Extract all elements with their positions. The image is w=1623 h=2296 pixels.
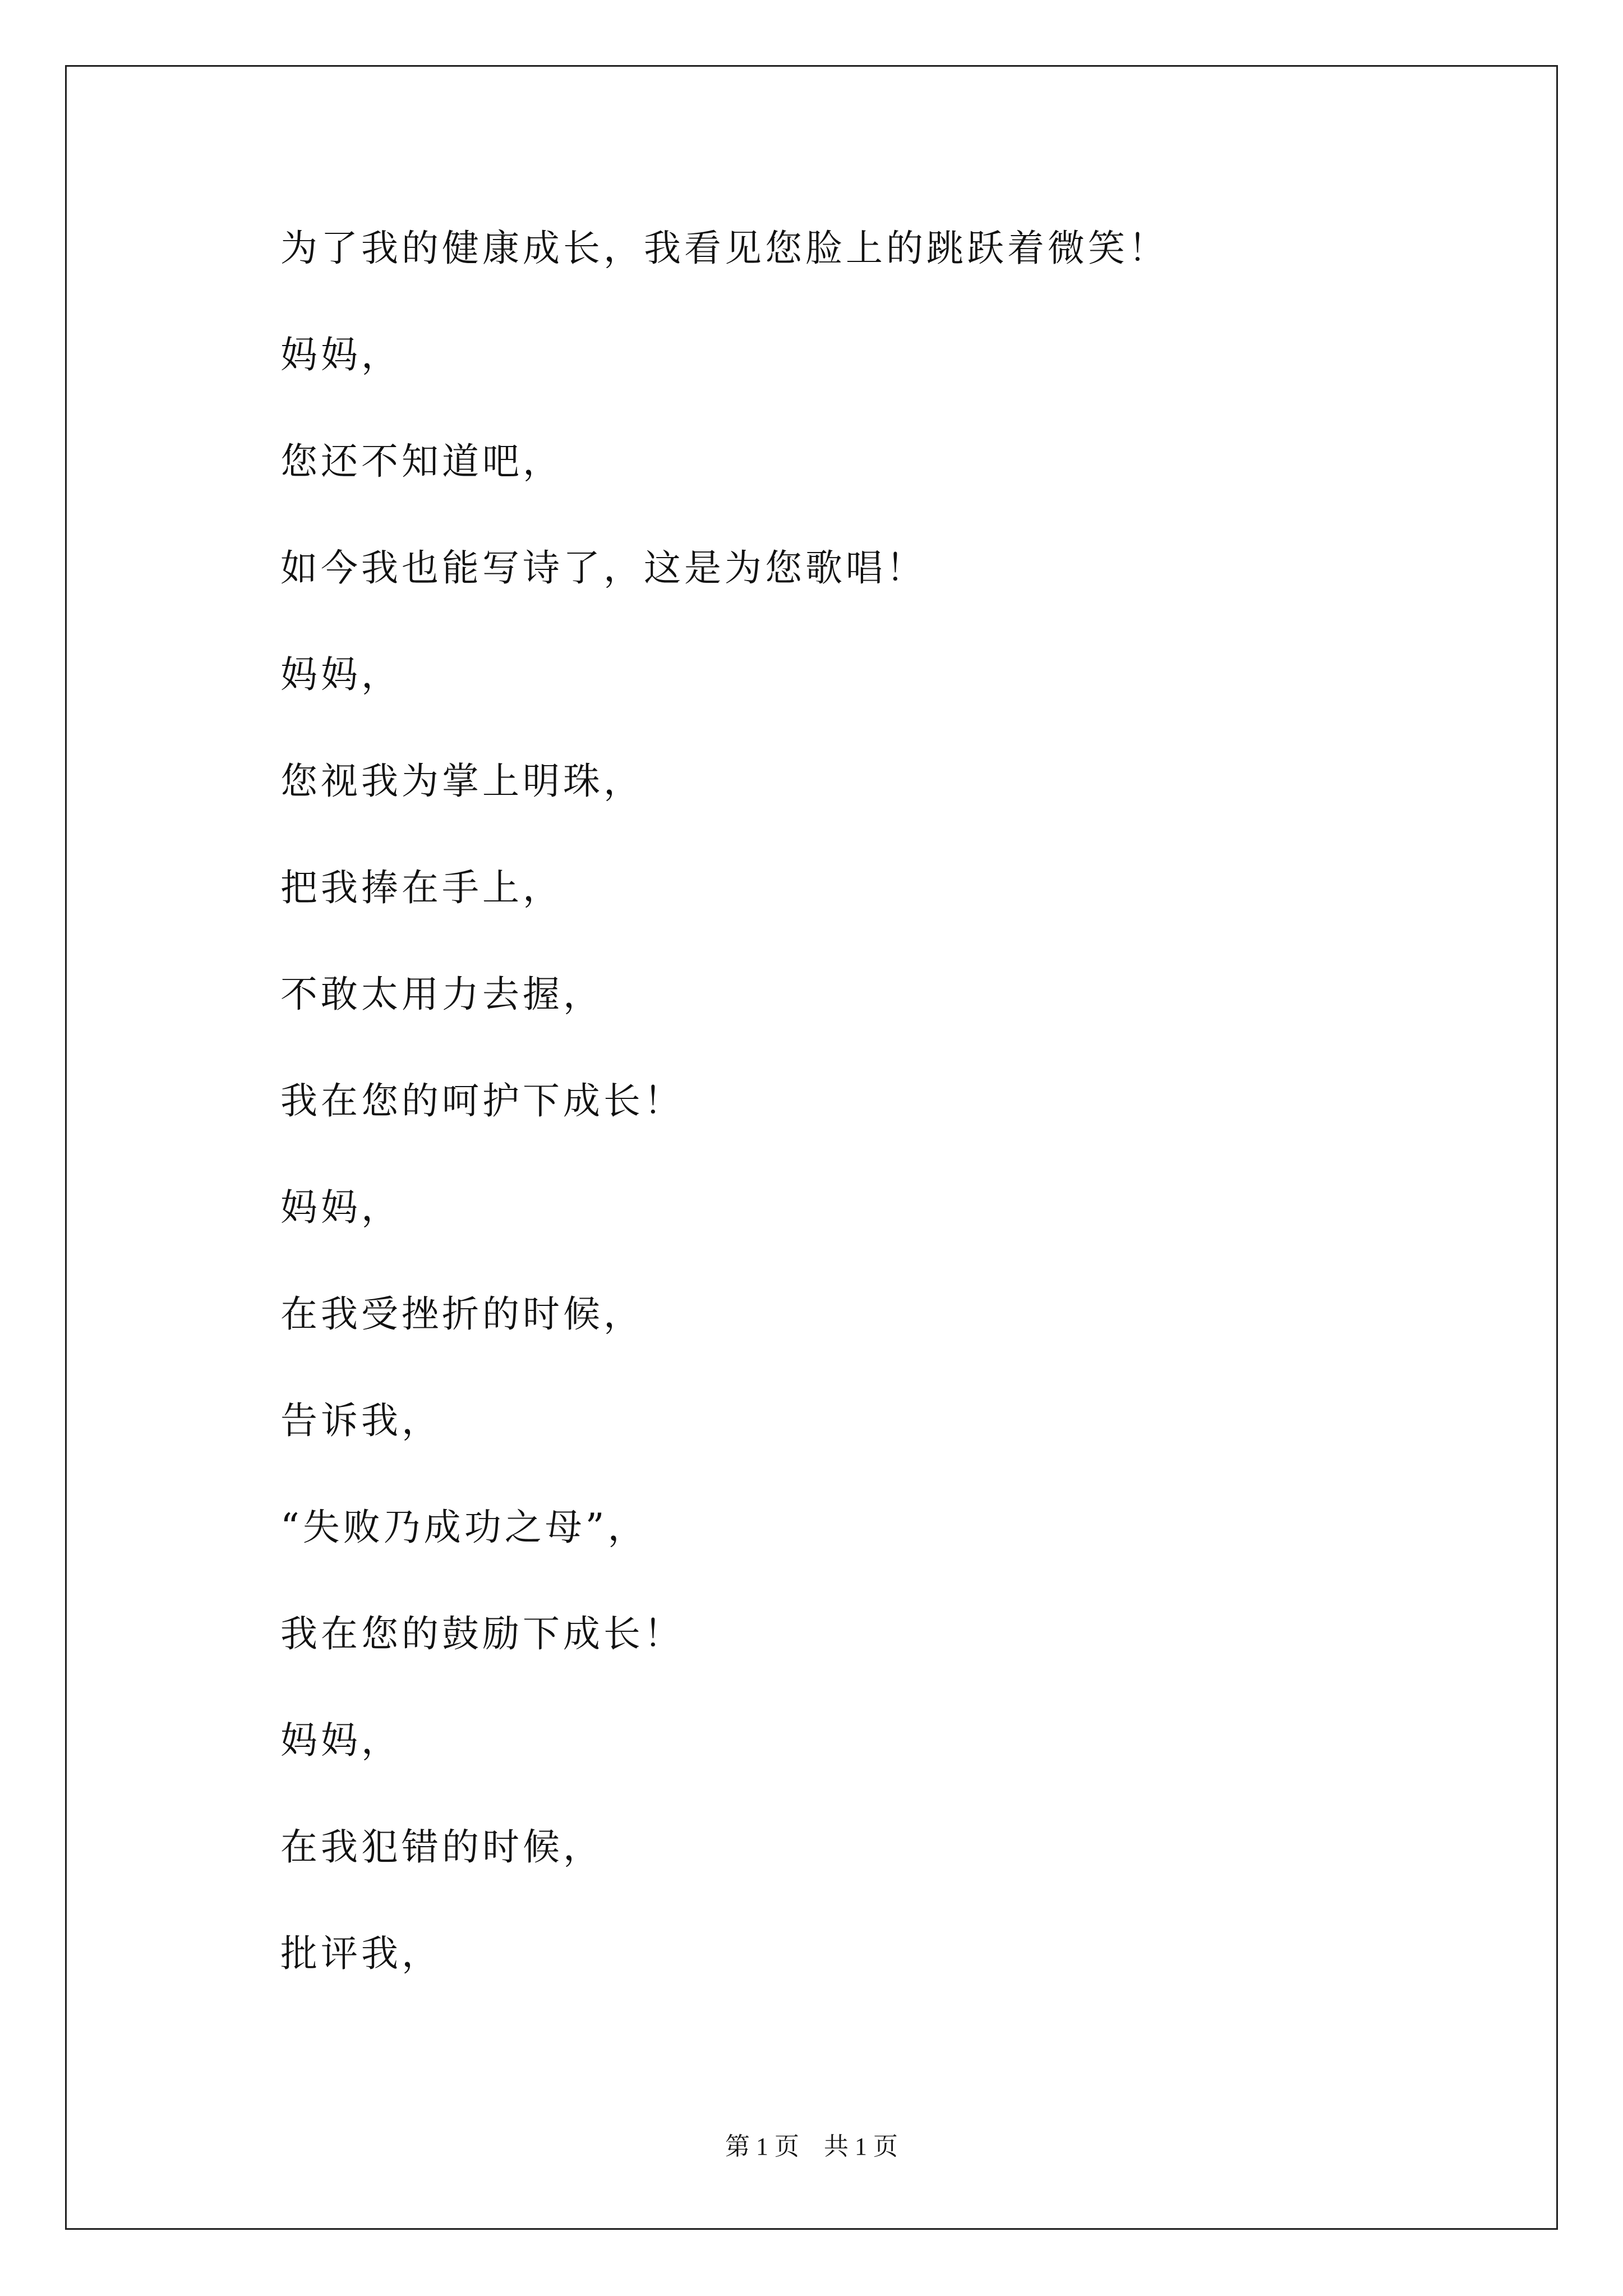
poem-line: 为了我的健康成长，我看见您脸上的跳跃着微笑！	[280, 227, 1169, 270]
poem-line: 在我受挫折的时候，	[280, 1292, 644, 1336]
poem-line: 不敢太用力去握，	[280, 973, 603, 1016]
poem-line: 我在您的鼓励下成长！	[280, 1612, 684, 1655]
poem-line: 我在您的呵护下成长！	[280, 1079, 684, 1122]
poem-line: 您视我为掌上明珠，	[280, 760, 644, 803]
poem-line: 妈妈，	[280, 653, 402, 696]
poem-line: 如今我也能写诗了，这是为您歌唱！	[280, 546, 926, 590]
poem-line: 把我捧在手上，	[280, 866, 563, 909]
poem-line: 批评我，	[280, 1932, 442, 1975]
poem-line: 妈妈，	[280, 1719, 402, 1762]
page-number: 第 1 页	[725, 2133, 799, 2160]
page-total: 共 1 页	[824, 2133, 898, 2160]
poem-line: 告诉我，	[280, 1399, 442, 1442]
poem-line: 在我犯错的时候，	[280, 1825, 603, 1869]
poem-line: 妈妈，	[280, 1186, 402, 1229]
poem-line: “失败乃成功之母”，	[280, 1506, 648, 1549]
poem-body	[280, 206, 1514, 2018]
page-footer	[0, 2130, 1623, 2164]
poem-line: 您还不知道吧，	[280, 440, 563, 483]
poem-line: 妈妈，	[280, 333, 402, 376]
